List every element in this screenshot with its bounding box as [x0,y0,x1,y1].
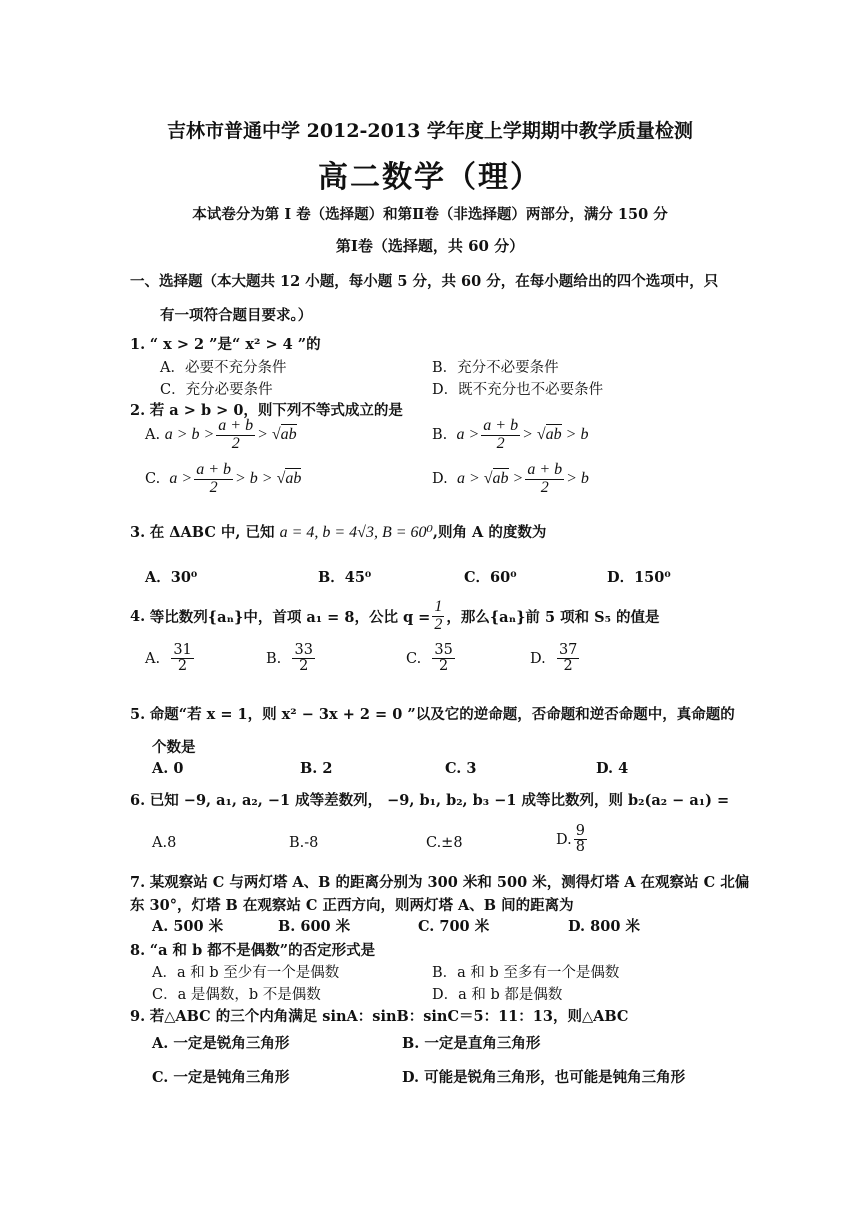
question-stem: “ x > 2 ”是“ x² > 4 ”的 [149,336,321,353]
q4-option-d [530,643,581,674]
question-stem: 命题“若 x = 1，则 x² − 3x + 2 = 0 ”以及它的逆命题，否命题和逆否命题中，真命题的 [149,706,735,723]
section-title: 第Ⅰ卷（选择题，共 60 分） [335,237,525,255]
q2-option-d: D. a > √ab > $\frac{a + b}{2}$ > b [432,461,589,496]
option-b: B. 2 [300,760,333,777]
sqrt-radicand: ab [492,470,509,488]
question-stem: 若 a > b > 0，则下列不等式成立的是 [149,402,403,419]
option-label: D. [556,831,572,848]
question-9 [130,1005,628,1026]
q2-option-b: B. a > $\frac{a + b}{2}$ > √ab > b [432,417,589,452]
fraction-numerator: 33 [294,642,313,658]
q4-option-a [145,643,196,674]
option-d: D. 4 [596,760,629,777]
question-5 [130,703,735,724]
option-b: B.-8 [289,835,319,851]
question-stem-line2: 东 30°，灯塔 B 在观察站 C 正西方向，则两灯塔 A、B 间的距离为 [130,897,574,914]
question-7 [130,871,749,892]
option-b: B．充分不必要条件 [432,360,559,376]
sqrt-radicand: ab [280,426,297,444]
option-label: C. [406,650,422,667]
fraction-numerator: a + b [483,417,519,434]
option-a: A. 一定是锐角三角形 [152,1035,290,1052]
sqrt-radicand: ab [285,470,302,488]
fraction-denominator: 2 [496,434,505,452]
option-d: D．a 和 b 都是偶数 [432,987,563,1003]
q2-option-c: C. a > $\frac{a + b}{2}$ > b > √ab [145,461,302,496]
question-stem: 某观察站 C 与两灯塔 A、B 的距离分别为 300 米和 500 米，测得灯塔 A 在观察站 C 北偏 [149,874,750,891]
option-a: A. 500 米 [152,918,224,935]
fraction-numerator: a + b [218,417,254,434]
q4-option-b [266,643,317,674]
fraction-denominator: 2 [209,478,218,496]
fraction-numerator: 1 [434,598,443,615]
option-c: C. 700 米 [418,918,490,935]
instructions-line2: 有一项符合题目要求。） [160,307,313,324]
question-number: 8. [130,942,146,959]
question-number: 3. [130,524,146,541]
instructions-line1: 一、选择题（本大题共 12 小题，每小题 5 分，共 60 分，在每小题给出的四个选项中，只 [130,273,719,290]
option-label: D. [530,650,546,667]
option-c: C．a 是偶数，b 不是偶数 [152,987,321,1003]
fraction-denominator: 8 [575,839,585,856]
fraction-denominator: 2 [177,658,188,675]
option-b: B. 600 米 [278,918,351,935]
option-c: C．60⁰ [464,569,517,586]
question-stem-end: ，那么{aₙ}前 5 项和 S₅ 的值是 [446,608,660,626]
option-d: D．150⁰ [607,569,671,586]
question-6 [130,789,729,810]
fraction-denominator: 2 [439,658,449,675]
fraction-numerator: a + b [527,461,563,478]
option-label: B. [266,650,282,667]
question-4 [130,599,660,634]
option-label: A. [145,427,161,444]
fraction-numerator: a + b [196,461,231,478]
fraction-denominator: 2 [231,434,240,452]
option-b: B．45⁰ [318,569,372,586]
option-a: A．必要不充分条件 [160,360,287,376]
q4-option-c [406,643,457,674]
option-b: B．a 和 b 至多有一个是偶数 [432,965,620,981]
exam-intro: 本试卷分为第 I 卷（选择题）和第Ⅱ卷（非选择题）两部分，满分 150 分 [192,206,668,223]
option-c: C. 3 [445,760,477,777]
question-condition: a = 4, b = 4√3, B = 60⁰ [279,524,433,541]
fraction-numerator: 9 [575,823,585,839]
option-c: C．充分必要条件 [160,382,273,398]
sqrt-radicand: ab [545,426,562,444]
fraction-numerator: 35 [434,642,453,658]
fraction-denominator: 2 [299,658,309,675]
option-c: C. 一定是钝角三角形 [152,1069,290,1086]
option-b: B. 一定是直角三角形 [402,1035,541,1052]
question-number: 7. [130,874,146,891]
option-label: C. [145,471,161,488]
question-2 [130,399,403,420]
option-a: A. 0 [152,760,184,777]
option-label: B. [432,427,448,444]
option-a: A．a 和 b 至少有一个是偶数 [152,965,340,981]
option-label: A. [145,650,161,667]
question-8 [130,939,375,960]
question-stem-line2: 个数是 [152,739,196,756]
question-stem: 已知 −9, a₁, a₂, −1 成等差数列， −9, b₁, b₂, b₃ −1 成等比数列，则 b₂(a₂ − a₁) = [149,792,730,809]
q6-option-d [556,824,589,855]
option-d: D. 800 米 [568,918,640,935]
q2-option-a: A. a > b > $\frac{a + b}{2}$ > √ab [145,417,297,452]
question-1 [130,333,321,354]
question-stem: “a 和 b 都不是偶数”的否定形式是 [149,942,376,959]
question-stem: 在 ΔABC 中, 已知 [149,524,280,541]
question-number: 6. [130,792,146,809]
option-d: D. 可能是锐角三角形，也可能是钝角三角形 [402,1069,686,1086]
fraction-numerator: 37 [558,642,578,658]
question-3 [130,521,546,542]
fraction-numerator: 31 [173,642,192,658]
exam-header-title: 吉林市普通中学 2012-2013 学年度上学期期中教学质量检测 [167,120,693,142]
question-number: 1. [130,336,146,353]
fraction-denominator: 2 [540,478,549,496]
option-a: A．30⁰ [145,569,198,586]
subject-title: 高二数学（理） [318,160,542,195]
question-number: 9. [130,1008,146,1025]
option-c: C.±8 [426,835,463,851]
question-number: 4. [130,607,146,625]
option-label: D. [432,471,448,488]
question-stem-end: ,则角 A 的度数为 [432,524,547,541]
question-number: 2. [130,402,146,419]
question-stem: 若△ABC 的三个内角满足 sinA：sinB：sinC＝5：11：13，则△ABC [149,1008,629,1025]
option-a: A.8 [152,835,177,851]
question-number: 5. [130,706,146,723]
option-d: D．既不充分也不必要条件 [432,382,604,398]
fraction-denominator: 2 [563,658,573,675]
fraction-denominator: 2 [434,615,443,633]
question-stem: 等比数列{aₙ}中，首项 a₁ = 8，公比 q = [149,608,431,626]
